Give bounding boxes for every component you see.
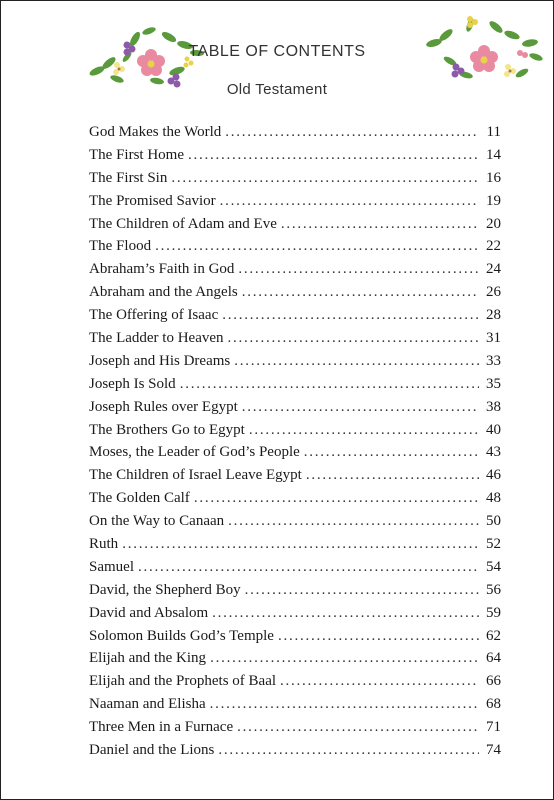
page-title: TABLE OF CONTENTS xyxy=(188,43,366,60)
toc-entry xyxy=(89,487,501,510)
dot-leader xyxy=(245,579,479,602)
toc-entry xyxy=(89,144,501,167)
dot-leader xyxy=(281,213,479,236)
dot-leader xyxy=(242,396,479,419)
toc-entry xyxy=(89,533,501,556)
dot-leader xyxy=(242,281,479,304)
toc-entry-title: Joseph and His Dreams xyxy=(89,352,231,369)
toc-entry-title: Daniel and the Lions xyxy=(89,742,215,759)
toc-entry-title: Moses, the Leader of God’s People xyxy=(89,444,300,461)
toc-entry-title: Three Men in a Furnace xyxy=(89,719,234,736)
toc-entry-title: The Children of Adam and Eve xyxy=(89,215,277,232)
toc-list xyxy=(89,121,501,762)
dot-leader xyxy=(180,373,479,396)
toc-entry xyxy=(89,739,501,762)
toc-entry-title: The Brothers Go to Egypt xyxy=(89,421,245,438)
dot-leader xyxy=(304,441,479,464)
toc-entry-title: The Ladder to Heaven xyxy=(89,330,224,347)
toc-entry-page: 20 xyxy=(486,215,501,232)
toc-entry xyxy=(89,350,501,373)
toc-entry-page: 11 xyxy=(486,124,501,140)
dot-leader xyxy=(171,167,479,190)
toc-entry-page: 56 xyxy=(486,581,501,598)
toc-entry-page: 74 xyxy=(486,742,501,759)
toc-entry-page: 28 xyxy=(486,307,501,324)
dot-leader xyxy=(210,647,479,670)
toc-entry-title: The Offering of Isaac xyxy=(89,307,219,324)
toc-entry xyxy=(89,258,501,281)
toc-entry-title: The Flood xyxy=(89,238,152,255)
toc-entry-title: Elijah and the King xyxy=(89,650,207,667)
toc-entry xyxy=(89,441,501,464)
toc-entry-page: 19 xyxy=(486,192,501,209)
dot-leader xyxy=(280,670,479,693)
toc-entry xyxy=(89,235,501,258)
toc-entry xyxy=(89,670,501,693)
toc-entry-page: 33 xyxy=(486,352,501,369)
dot-leader xyxy=(218,739,479,762)
dot-leader xyxy=(278,625,479,648)
dot-leader xyxy=(122,533,479,556)
toc-entry xyxy=(89,373,501,396)
toc-entry xyxy=(89,281,501,304)
toc-entry-title: Elijah and the Prophets of Baal xyxy=(89,673,277,690)
toc-entry xyxy=(89,464,501,487)
toc-entry xyxy=(89,121,501,144)
toc-entry-page: 64 xyxy=(486,650,501,667)
toc-entry-page: 68 xyxy=(486,696,501,713)
toc-entry-page: 16 xyxy=(486,169,501,186)
toc-entry-title: The First Sin xyxy=(89,169,168,186)
toc-entry-page: 46 xyxy=(486,467,501,484)
toc-entry-page: 26 xyxy=(486,284,501,301)
toc-entry-title: Joseph Is Sold xyxy=(89,375,176,392)
toc-entry xyxy=(89,167,501,190)
toc-entry xyxy=(89,602,501,625)
toc-entry-title: Abraham’s Faith in God xyxy=(89,261,235,278)
toc-entry-page: 71 xyxy=(486,719,501,736)
toc-entry-page: 38 xyxy=(486,398,501,415)
toc-entry xyxy=(89,190,501,213)
toc-entry xyxy=(89,213,501,236)
toc-entry-page: 35 xyxy=(486,375,501,392)
toc-entry-page: 24 xyxy=(486,261,501,278)
toc-entry xyxy=(89,304,501,327)
toc-entry xyxy=(89,556,501,579)
toc-entry-page: 40 xyxy=(486,421,501,438)
toc-entry-title: Joseph Rules over Egypt xyxy=(89,398,238,415)
toc-entry-title: The Promised Savior xyxy=(89,192,216,209)
toc-entry-page: 48 xyxy=(486,490,501,507)
toc-entry xyxy=(89,396,501,419)
dot-leader xyxy=(234,350,479,373)
toc-entry-page: 59 xyxy=(486,604,501,621)
toc-entry-title: Solomon Builds God’s Temple xyxy=(89,627,274,644)
toc-entry xyxy=(89,647,501,670)
toc-entry-title: David and Absalom xyxy=(89,604,209,621)
toc-entry-page: 54 xyxy=(486,558,501,575)
dot-leader xyxy=(249,419,479,442)
toc-entry-title: The Children of Israel Leave Egypt xyxy=(89,467,302,484)
toc-entry-title: Ruth xyxy=(89,536,119,553)
toc-entry-title: God Makes the World xyxy=(89,124,222,140)
dot-leader xyxy=(194,487,479,510)
toc-entry xyxy=(89,625,501,648)
toc-entry-title: Samuel xyxy=(89,558,134,575)
toc-entry-page: 43 xyxy=(486,444,501,461)
dot-leader xyxy=(155,235,479,258)
toc-entry xyxy=(89,693,501,716)
toc-entry-title: The Golden Calf xyxy=(89,490,190,507)
dot-leader xyxy=(228,327,479,350)
dot-leader xyxy=(188,144,479,167)
dot-leader xyxy=(138,556,479,579)
dot-leader xyxy=(238,258,479,281)
toc-entry-title: Naaman and Elisha xyxy=(89,696,206,713)
dot-leader xyxy=(220,190,479,213)
toc-entry-page: 52 xyxy=(486,536,501,553)
toc-entry-page: 14 xyxy=(486,146,501,163)
toc-entry-page: 66 xyxy=(486,673,501,690)
dot-leader xyxy=(225,121,479,144)
toc-entry-page: 50 xyxy=(486,513,501,530)
toc-entry-page: 62 xyxy=(486,627,501,644)
toc-entry-title: The First Home xyxy=(89,146,184,163)
toc-entry xyxy=(89,327,501,350)
toc-entry-title: On the Way to Canaan xyxy=(89,513,225,530)
section-subtitle: Old Testament xyxy=(226,81,328,98)
toc-entry-title: David, the Shepherd Boy xyxy=(89,581,241,598)
toc-entry xyxy=(89,419,501,442)
toc-entry-title: Abraham and the Angels xyxy=(89,284,238,301)
dot-leader xyxy=(210,693,479,716)
toc-entry xyxy=(89,510,501,533)
dot-leader xyxy=(222,304,479,327)
dot-leader xyxy=(306,464,479,487)
toc-entry xyxy=(89,716,501,739)
dot-leader xyxy=(212,602,479,625)
dot-leader xyxy=(228,510,479,533)
dot-leader xyxy=(237,716,479,739)
toc-entry-page: 22 xyxy=(486,238,501,255)
toc-entry xyxy=(89,579,501,602)
toc-entry-page: 31 xyxy=(486,330,501,347)
